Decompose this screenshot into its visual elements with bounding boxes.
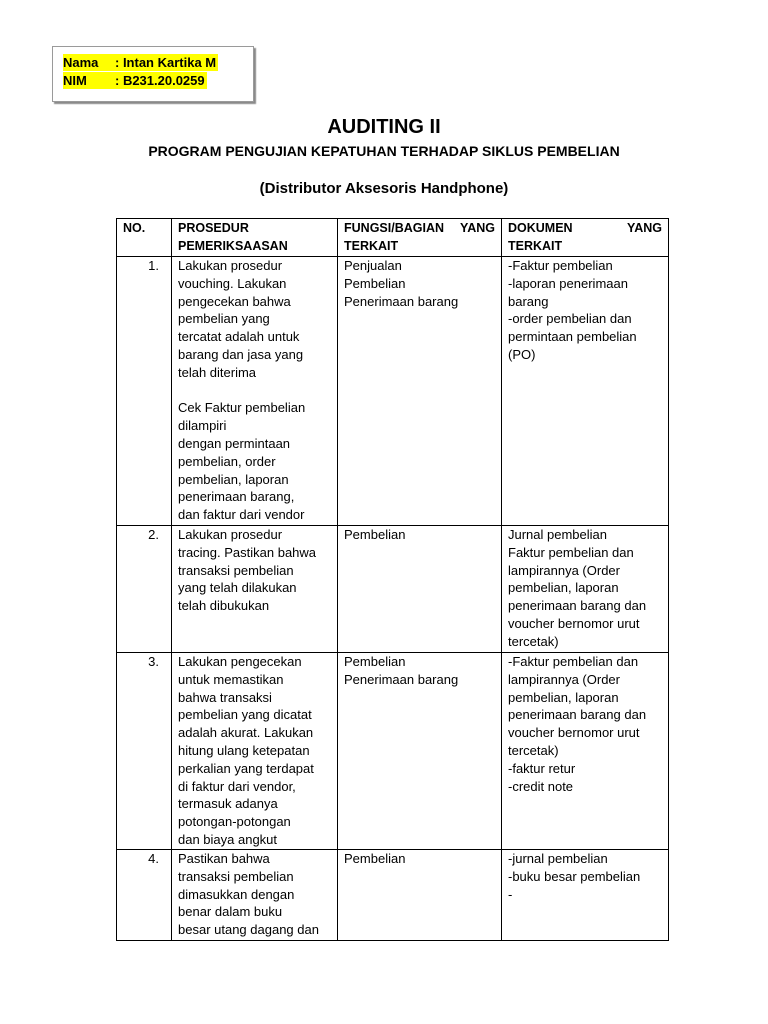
audit-program-table <box>116 218 669 941</box>
cell-fungsi <box>338 526 502 653</box>
cell-line: dan biaya angkut <box>178 831 278 847</box>
cell-line: barang dan jasa yang <box>178 346 304 362</box>
row-number: 4. <box>117 850 172 941</box>
cell-line: Pastikan bahwa <box>178 851 270 866</box>
cell-line: -buku besar pembelian <box>508 868 641 884</box>
cell-line: pengecekan bahwa <box>178 293 291 309</box>
row-number: 1. <box>117 257 172 526</box>
cell-line: besar utang dagang dan <box>178 922 319 938</box>
cell-line: Penjualan <box>344 258 402 273</box>
cell-line: tercetak) <box>508 742 559 758</box>
cell-line: -laporan penerimaan <box>508 275 628 291</box>
cell-prosedur <box>172 526 338 653</box>
header-prosedur-line1: PROSEDUR <box>178 221 249 235</box>
cell-line: Pembelian <box>344 851 406 866</box>
cell-line: dimasukkan dengan <box>178 886 295 902</box>
cell-line: penerimaan barang dan <box>508 598 647 614</box>
cell-line: Penerimaan barang <box>344 293 459 309</box>
header-no-label: NO. <box>123 221 146 235</box>
cell-line: tercatat adalah untuk <box>178 329 300 345</box>
cell-line: pembelian, order <box>178 453 276 469</box>
cell-line: penerimaan barang, <box>178 489 295 505</box>
cell-line: benar dalam buku <box>178 904 283 920</box>
cell-line: -jurnal pembelian <box>508 851 608 866</box>
row-number: 3. <box>117 653 172 850</box>
header-prosedur-line2: PEMERIKSAASAN <box>178 238 288 253</box>
cell-dokumen <box>502 850 669 941</box>
cell-line: Lakukan pengecekan <box>178 654 302 669</box>
document-subtitle: PROGRAM PENGUJIAN KEPATUHAN TERHADAP SIKLUS PEMBELIAN <box>148 143 620 159</box>
cell-line: potongan-potongan <box>178 814 291 830</box>
nim-label: NIM <box>63 73 87 88</box>
cell-line: termasuk adanya <box>178 796 278 812</box>
cell-fungsi <box>338 257 502 526</box>
header-dokumen-line1 <box>508 220 662 238</box>
cell-line: voucher bernomor urut <box>508 725 640 741</box>
cell-line: -faktur retur <box>508 760 576 776</box>
cell-line: hitung ulang ketepatan <box>178 742 310 758</box>
cell-line: lampirannya (Order <box>508 671 620 687</box>
table-row <box>117 526 669 653</box>
cell-line: Pembelian <box>344 654 406 669</box>
cell-line: transaksi pembelian <box>178 868 294 884</box>
cell-line: pembelian yang <box>178 311 270 327</box>
header-dokumen-line2: TERKAIT <box>508 238 563 253</box>
cell-prosedur <box>172 653 338 850</box>
cell-line: untuk memastikan <box>178 671 284 687</box>
table-row <box>117 257 669 526</box>
cell-line: tracing. Pastikan bahwa <box>178 544 317 560</box>
cell-line: transaksi pembelian <box>178 562 294 578</box>
cell-line: dilampiri <box>178 418 227 434</box>
cell-line: yang telah dilakukan <box>178 580 297 596</box>
header-no <box>117 219 172 257</box>
cell-line: Lakukan prosedur <box>178 527 283 542</box>
cell-line: -credit note <box>508 778 574 794</box>
cell-line: Jurnal pembelian <box>508 527 608 542</box>
cell-line: dan faktur dari vendor <box>178 507 305 523</box>
cell-line: telah diterima <box>178 364 257 380</box>
name-value: : Intan Kartika M <box>115 55 217 70</box>
cell-line: telah dibukukan <box>178 598 270 614</box>
header-prosedur <box>172 219 338 257</box>
cell-dokumen <box>502 257 669 526</box>
table-row <box>117 653 669 850</box>
cell-line: -Faktur pembelian <box>508 258 613 273</box>
identity-box <box>52 46 254 102</box>
header-dokumen-line1b: YANG <box>627 221 662 235</box>
cell-prosedur <box>172 257 338 526</box>
cell-dokumen <box>502 526 669 653</box>
document-subtitle-company: (Distributor Aksesoris Handphone) <box>259 180 509 197</box>
header-dokumen-line1a: DOKUMEN <box>508 221 573 235</box>
header-dokumen <box>502 219 669 257</box>
student-name-line <box>63 54 218 71</box>
cell-line: (PO) <box>508 346 536 362</box>
cell-line: bahwa transaksi <box>178 689 272 705</box>
header-fungsi-line2: TERKAIT <box>344 238 399 253</box>
header-fungsi <box>338 219 502 257</box>
cell-line: pembelian, laporan <box>508 689 619 705</box>
cell-line: -Faktur pembelian dan <box>508 654 639 669</box>
cell-line: Lakukan prosedur <box>178 258 283 273</box>
cell-line: Faktur pembelian dan <box>508 544 634 560</box>
cell-line: voucher bernomor urut <box>508 615 640 631</box>
cell-line: perkalian yang terdapat <box>178 760 314 776</box>
cell-dokumen <box>502 653 669 850</box>
cell-line: penerimaan barang dan <box>508 707 647 723</box>
cell-prosedur <box>172 850 338 941</box>
cell-line: -order pembelian dan <box>508 311 632 327</box>
row-number: 2. <box>117 526 172 653</box>
nim-value: : B231.20.0259 <box>115 73 205 88</box>
cell-line: adalah akurat. Lakukan <box>178 725 314 741</box>
cell-line: Penerimaan barang <box>344 671 459 687</box>
cell-fungsi <box>338 653 502 850</box>
cell-line: barang <box>508 293 549 309</box>
table-row <box>117 850 669 941</box>
blank-line <box>178 382 331 400</box>
cell-line: pembelian yang dicatat <box>178 707 312 723</box>
cell-line: di faktur dari vendor, <box>178 778 296 794</box>
cell-fungsi <box>338 850 502 941</box>
cell-line: tercetak) <box>508 633 559 649</box>
cell-line: pembelian, laporan <box>508 580 619 596</box>
cell-line: Pembelian <box>344 527 406 542</box>
cell-line: dengan permintaan <box>178 435 291 451</box>
cell-line: permintaan pembelian <box>508 329 637 345</box>
name-label: Nama <box>63 55 99 70</box>
cell-line: Cek Faktur pembelian <box>178 400 306 416</box>
cell-line: lampirannya (Order <box>508 562 620 578</box>
student-nim-line <box>63 72 207 89</box>
table-header-row <box>117 219 669 257</box>
cell-line: pembelian, laporan <box>178 471 289 487</box>
cell-line: vouching. Lakukan <box>178 275 287 291</box>
header-fungsi-line1b: YANG <box>460 221 495 235</box>
header-fungsi-line1 <box>344 220 495 238</box>
cell-line: - <box>508 886 513 902</box>
cell-line: Pembelian <box>344 275 406 291</box>
document-title: AUDITING II <box>327 116 441 138</box>
header-fungsi-line1a: FUNGSI/BAGIAN <box>344 221 444 235</box>
